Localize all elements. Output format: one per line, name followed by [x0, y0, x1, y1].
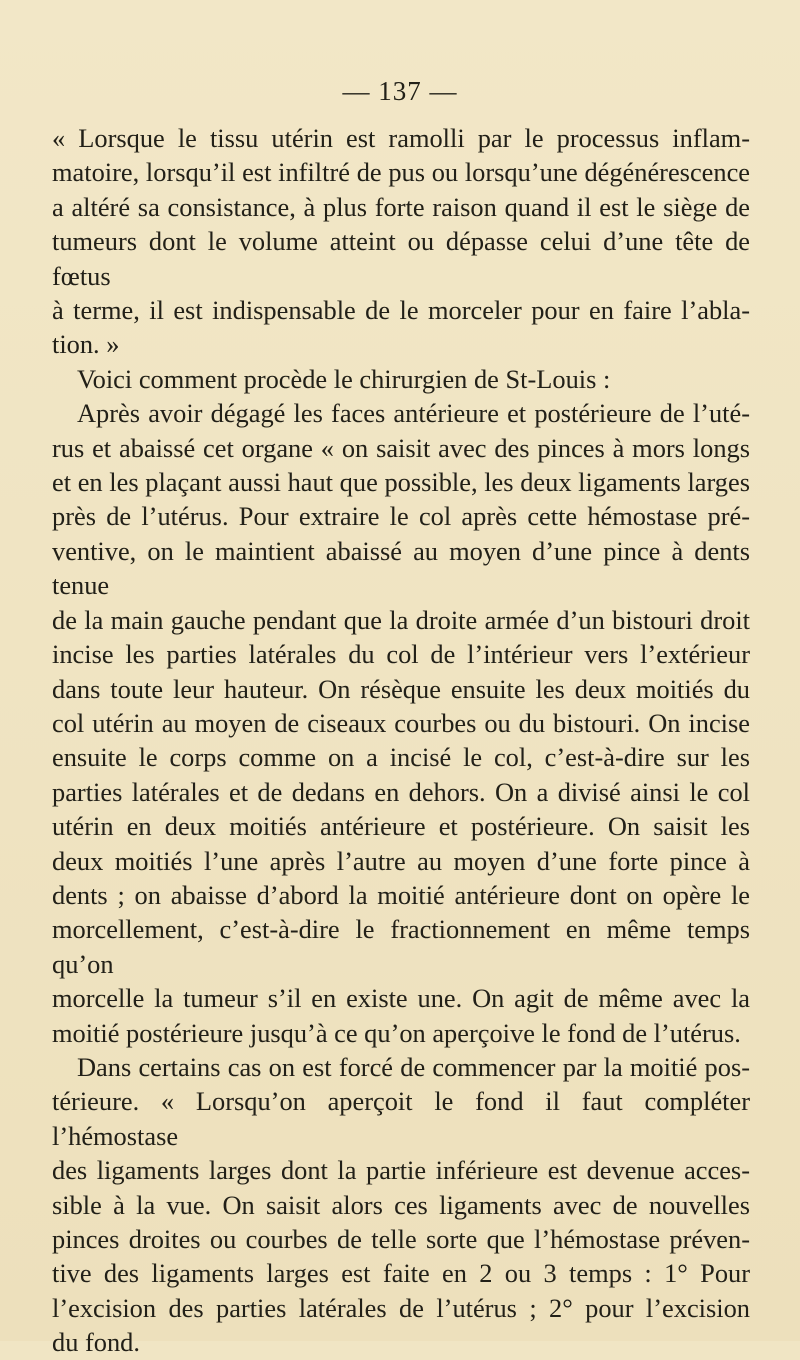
text-line: utérin en deux moitiés antérieure et postérieure. On saisit les	[52, 811, 750, 842]
text-line: rus et abaissé cet organe « on saisit avec des pinces à mors longs	[52, 432, 750, 463]
text-line: du fond.	[52, 1327, 140, 1358]
text-line: sible à la vue. On saisit alors ces ligaments avec de nouvelles	[52, 1189, 750, 1220]
text-line: et en les plaçant aussi haut que possible, les deux ligaments larges	[52, 467, 750, 498]
text-line: dents ; on abaisse d’abord la moitié antérieure dont on opère le	[52, 879, 750, 910]
text-line: tion. »	[52, 329, 120, 360]
text-line: Voici comment procède le chirurgien de St-Louis :	[77, 363, 611, 394]
text-line: tumeurs dont le volume atteint ou dépasse celui d’une tête de fœtus	[52, 226, 750, 291]
text-line: à terme, il est indispensable de le morceler pour en faire l’abla-	[52, 295, 750, 326]
text-line: morcelle la tumeur s’il en existe une. On agit de même avec la	[52, 983, 750, 1014]
text-line: de la main gauche pendant que la droite armée d’un bistouri droit	[52, 604, 750, 635]
text-line: térieure. « Lorsqu’on aperçoit le fond il faut compléter l’hémostase	[52, 1086, 750, 1151]
text-line: Après avoir dégagé les faces antérieure et postérieure de l’uté-	[77, 398, 750, 429]
text-line: ventive, on le maintient abaissé au moyen d’une pince à dents tenue	[52, 535, 750, 601]
text-line: deux moitiés l’une après l’autre au moyen d’une forte pince à	[52, 845, 750, 876]
text-line: incise les parties latérales du col de l’intérieur vers l’extérieur	[52, 639, 750, 670]
page-number: — 137 —	[342, 76, 458, 106]
text-line: col utérin au moyen de ciseaux courbes ou du bistouri. On incise	[52, 707, 750, 738]
text-line: des ligaments larges dont la partie inférieure est devenue acces-	[52, 1155, 750, 1186]
text-line: parties latérales et de dedans en dehors. On a divisé ainsi le col	[52, 776, 750, 807]
text-line: l’excision des parties latérales de l’utérus ; 2° pour l’excision	[52, 1292, 750, 1323]
text-line: ensuite le corps comme on a incisé le col, c’est-à-dire sur les	[52, 742, 750, 773]
text-line: dans toute leur hauteur. On résèque ensuite les deux moitiés du	[52, 673, 750, 704]
text-line: pinces droites ou courbes de telle sorte que l’hémostase préven-	[52, 1224, 750, 1254]
text-line: matoire, lorsqu’il est infiltré de pus ou lorsqu’une dégénérescence	[52, 157, 750, 188]
text-line: morcellement, c’est-à-dire le fractionnement en même temps qu’on	[52, 914, 750, 979]
text-line: près de l’utérus. Pour extraire le col après cette hémostase pré-	[52, 501, 750, 532]
text-line: « Lorsque le tissu utérin est ramolli par le processus inflam-	[52, 123, 750, 153]
text-line: tive des ligaments larges est faite en 2 ou 3 temps : 1° Pour	[52, 1258, 750, 1289]
text-line: Dans certains cas on est forcé de commencer par la moitié pos-	[77, 1051, 750, 1082]
body-text	[52, 121, 750, 1360]
text-line: moitié postérieure jusqu’à ce qu’on aperçoive le fond de l’utérus.	[52, 1017, 741, 1048]
text-line: a altéré sa consistance, à plus forte raison quand il est le siège de	[52, 191, 750, 222]
